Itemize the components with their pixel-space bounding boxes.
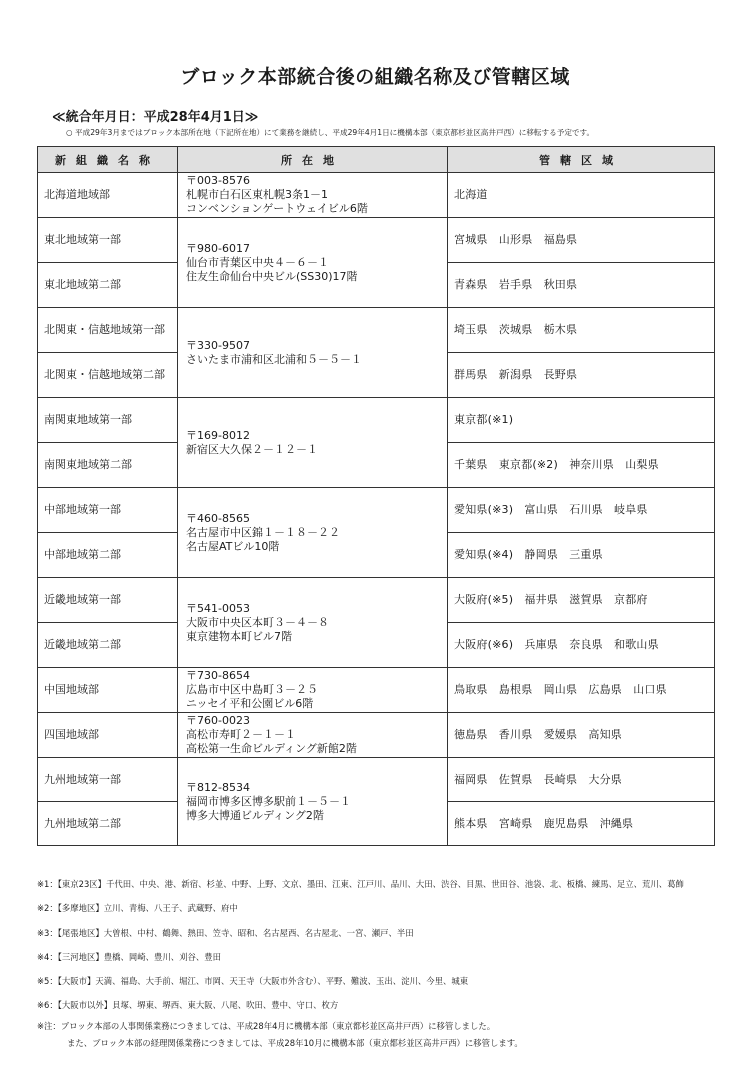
address-line: 新宿区大久保２－１２－１: [186, 442, 318, 456]
org-name: 中部地域第二部: [38, 533, 178, 578]
jurisdiction: 宮城県 山形県 福島県: [448, 218, 715, 263]
jurisdiction: 千葉県 東京都(※2) 神奈川県 山梨県: [448, 443, 715, 488]
postal-code: 〒460-8565: [186, 511, 250, 525]
jurisdiction: 大阪府(※6) 兵庫県 奈良県 和歌山県: [448, 623, 715, 668]
table-row: [38, 218, 715, 263]
page-title: ブロック本部統合後の組織名称及び管轄区域: [180, 66, 570, 88]
jurisdiction: 愛知県(※3) 富山県 石川県 岐阜県: [448, 488, 715, 533]
org-name: 北関東・信越地域第一部: [38, 308, 178, 353]
footnote: ※3：【尾張地区】大曽根、中村、鶴舞、熱田、笠寺、昭和、名古屋西、名古屋北、一宮、瀬戸、半田: [37, 927, 414, 938]
org-name: 東北地域第一部: [38, 218, 178, 263]
postal-code: 〒330-9507: [186, 338, 250, 352]
relocation-note: ○ 平成29年3月まではブロック本部所在地（下記所在地）にて業務を継続し、平成29年4月1日に機構本部（東京都杉並区高井戸西）に移転する予定です。: [66, 128, 595, 137]
merger-date: ≪統合年月日：平成28年4月1日≫: [52, 110, 259, 125]
address-line: ニッセイ平和公園ビル6階: [186, 697, 314, 710]
org-name: 北海道地域部: [38, 173, 178, 218]
address-line: コンベンションゲートウェイビル6階: [186, 202, 368, 215]
org-address: [178, 488, 448, 578]
org-address: [178, 398, 448, 488]
header-location: 所在地: [178, 147, 448, 173]
org-name: 近畿地域第二部: [38, 623, 178, 668]
address-line: 博多大博通ビルディング2階: [186, 808, 324, 822]
address-line: さいたま市浦和区北浦和５－５－１: [186, 352, 362, 366]
footnote: ※4：【三河地区】豊橋、岡崎、豊川、刈谷、豊田: [37, 951, 222, 962]
postal-code: 〒812-8534: [186, 780, 250, 794]
table-row: [38, 578, 715, 623]
address-line: 名古屋市中区錦１－１８－２２: [186, 525, 340, 539]
jurisdiction: 東京都(※1): [448, 398, 715, 443]
org-name: 九州地域第二部: [38, 802, 178, 846]
org-name: 中国地域部: [38, 668, 178, 713]
footnote: ※6：【大阪市以外】貝塚、堺東、堺西、東大阪、八尾、吹田、豊中、守口、枚方: [37, 1000, 339, 1011]
final-note: [37, 1018, 523, 1052]
postal-code: 〒730-8654: [186, 669, 250, 682]
org-address: [178, 758, 448, 846]
final-note-line: また、ブロック本部の経理関係業務につきましては、平成28年10月に機構本部（東京都杉並区高井戸西）に移管します。: [67, 1038, 523, 1048]
org-name: 南関東地域第二部: [38, 443, 178, 488]
address-line: 高松市寿町２－１－１: [186, 728, 296, 741]
address-line: 広島市中区中島町３－２５: [186, 683, 318, 696]
address-line: 大阪市中央区本町３－４－８: [186, 615, 329, 629]
table-row: [38, 713, 715, 758]
header-org-name: 新組織名称: [38, 147, 178, 173]
footnote: ※1：【東京23区】千代田、中央、港、新宿、杉並、中野、上野、文京、墨田、江東、江戸川、品川、大田、渋谷、目黒、世田谷、池袋、北、板橋、練馬、足立、荒川、葛飾: [37, 879, 684, 889]
org-address: [178, 668, 448, 713]
table-row: [38, 758, 715, 802]
address-line: 福岡市博多区博多駅前１－５－１: [186, 794, 351, 808]
final-note-line: ※注：ブロック本部の人事関係業務につきましては、平成28年4月に機構本部（東京都杉並区高井戸西）に移管しました。: [37, 1021, 496, 1031]
org-name: 九州地域第一部: [38, 758, 178, 802]
jurisdiction: 愛知県(※4) 静岡県 三重県: [448, 533, 715, 578]
org-address: [178, 308, 448, 398]
postal-code: 〒760-0023: [186, 714, 250, 727]
org-address: [178, 578, 448, 668]
org-name: 四国地域部: [38, 713, 178, 758]
postal-code: 〒541-0053: [186, 601, 250, 615]
jurisdiction: 北海道: [448, 173, 715, 218]
jurisdiction: 大阪府(※5) 福井県 滋賀県 京都府: [448, 578, 715, 623]
address-line: 東京建物本町ビル7階: [186, 629, 292, 643]
org-name: 北関東・信越地域第二部: [38, 353, 178, 398]
jurisdiction: 群馬県 新潟県 長野県: [448, 353, 715, 398]
postal-code: 〒003-8576: [186, 174, 250, 187]
org-name: 南関東地域第一部: [38, 398, 178, 443]
address-line: 高松第一生命ビルディング新館2階: [186, 742, 357, 755]
table-row: [38, 668, 715, 713]
footnote: ※2：【多摩地区】立川、青梅、八王子、武蔵野、府中: [37, 903, 238, 914]
jurisdiction: 福岡県 佐賀県 長崎県 大分県: [448, 758, 715, 802]
org-address: [178, 218, 448, 308]
table-row: [38, 173, 715, 218]
table-row: [38, 488, 715, 533]
table-row: [38, 308, 715, 353]
table-row: [38, 398, 715, 443]
jurisdiction: 埼玉県 茨城県 栃木県: [448, 308, 715, 353]
header-jurisdiction: 管轄区域: [448, 147, 715, 173]
jurisdiction: 鳥取県 島根県 岡山県 広島県 山口県: [448, 668, 715, 713]
org-address: [178, 173, 448, 218]
jurisdiction: 熊本県 宮崎県 鹿児島県 沖縄県: [448, 802, 715, 846]
organization-table: [37, 146, 715, 846]
jurisdiction: 徳島県 香川県 愛媛県 高知県: [448, 713, 715, 758]
org-name: 中部地域第一部: [38, 488, 178, 533]
address-line: 名古屋ATビル10階: [186, 539, 280, 553]
postal-code: 〒980-6017: [186, 241, 250, 255]
org-name: 東北地域第二部: [38, 263, 178, 308]
footnotes: [37, 878, 747, 1024]
org-address: [178, 713, 448, 758]
address-line: 札幌市白石区東札幌3条1－1: [186, 188, 328, 201]
org-name: 近畿地域第一部: [38, 578, 178, 623]
address-line: 住友生命仙台中央ビル(SS30)17階: [186, 269, 358, 283]
jurisdiction: 青森県 岩手県 秋田県: [448, 263, 715, 308]
postal-code: 〒169-8012: [186, 428, 250, 442]
address-line: 仙台市青葉区中央４－６－１: [186, 255, 329, 269]
footnote: ※5：【大阪市】天満、福島、大手前、堀江、市岡、天王寺（大阪市外含む）、平野、難波、玉出、淀川、今里、城東: [37, 976, 469, 987]
